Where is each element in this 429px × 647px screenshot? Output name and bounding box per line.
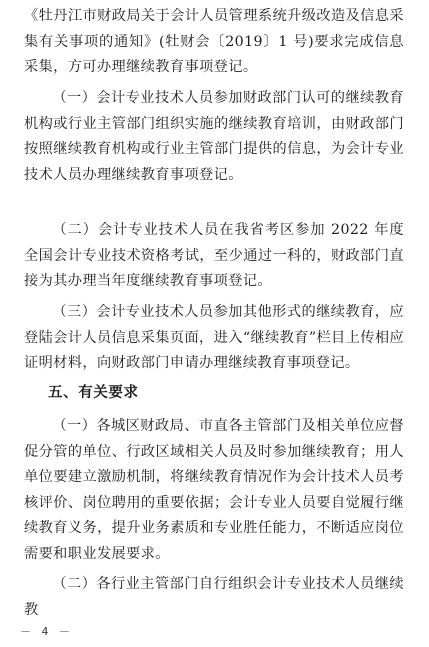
paragraph-item-2: （二）会计专业技术人员在我省考区参加 2022 年度全国会计专业技术资格考试，至少通过一科的，财政部门直接为其办理当年度继续教育事项登记。 <box>24 222 404 290</box>
paragraph-item-3: （三）会计专业技术人员参加其他形式的继续教育，应登陆会计人员信息采集页面，进入“继续教育”栏目上传相应证明材料，向财政部门申请办理继续教育事项登记。 <box>24 304 404 372</box>
requirement-item-2: （二）各行业主管部门自行组织会计专业技术人员继续教 <box>24 576 404 618</box>
section-heading: 五、有关要求 <box>48 385 139 401</box>
paragraph-item-1: （一）会计专业技术人员参加财政部门认可的继续教育机构或行业主管部门组织实施的继续教育培训，由财政部门按照继续教育机构或行业主管部门提供的信息，为会计专业技术人员办理继续教育事项登记。 <box>24 90 404 183</box>
page-number: － 4 － <box>20 625 72 638</box>
paragraph-notice-reference: 《牡丹江市财政局关于会计人员管理系统升级改造及信息采集有关事项的通知》(牡财会〔2019〕1 号)要求完成信息采集，方可办理继续教育事项登记。 <box>24 8 404 76</box>
requirement-item-1: （一）各城区财政局、市直各主管部门及相关单位应督促分管的单位、行政区域相关人员及时参加继续教育；用人单位要建立激励机制，将继续教育情况作为会计技术人员考核评价、岗位聘用的重要依据；会计专业人员要自觉履行继续教育义务，提升业务素质和专业胜任能力，不断适应岗位需要和职业发展要求。 <box>24 418 404 562</box>
